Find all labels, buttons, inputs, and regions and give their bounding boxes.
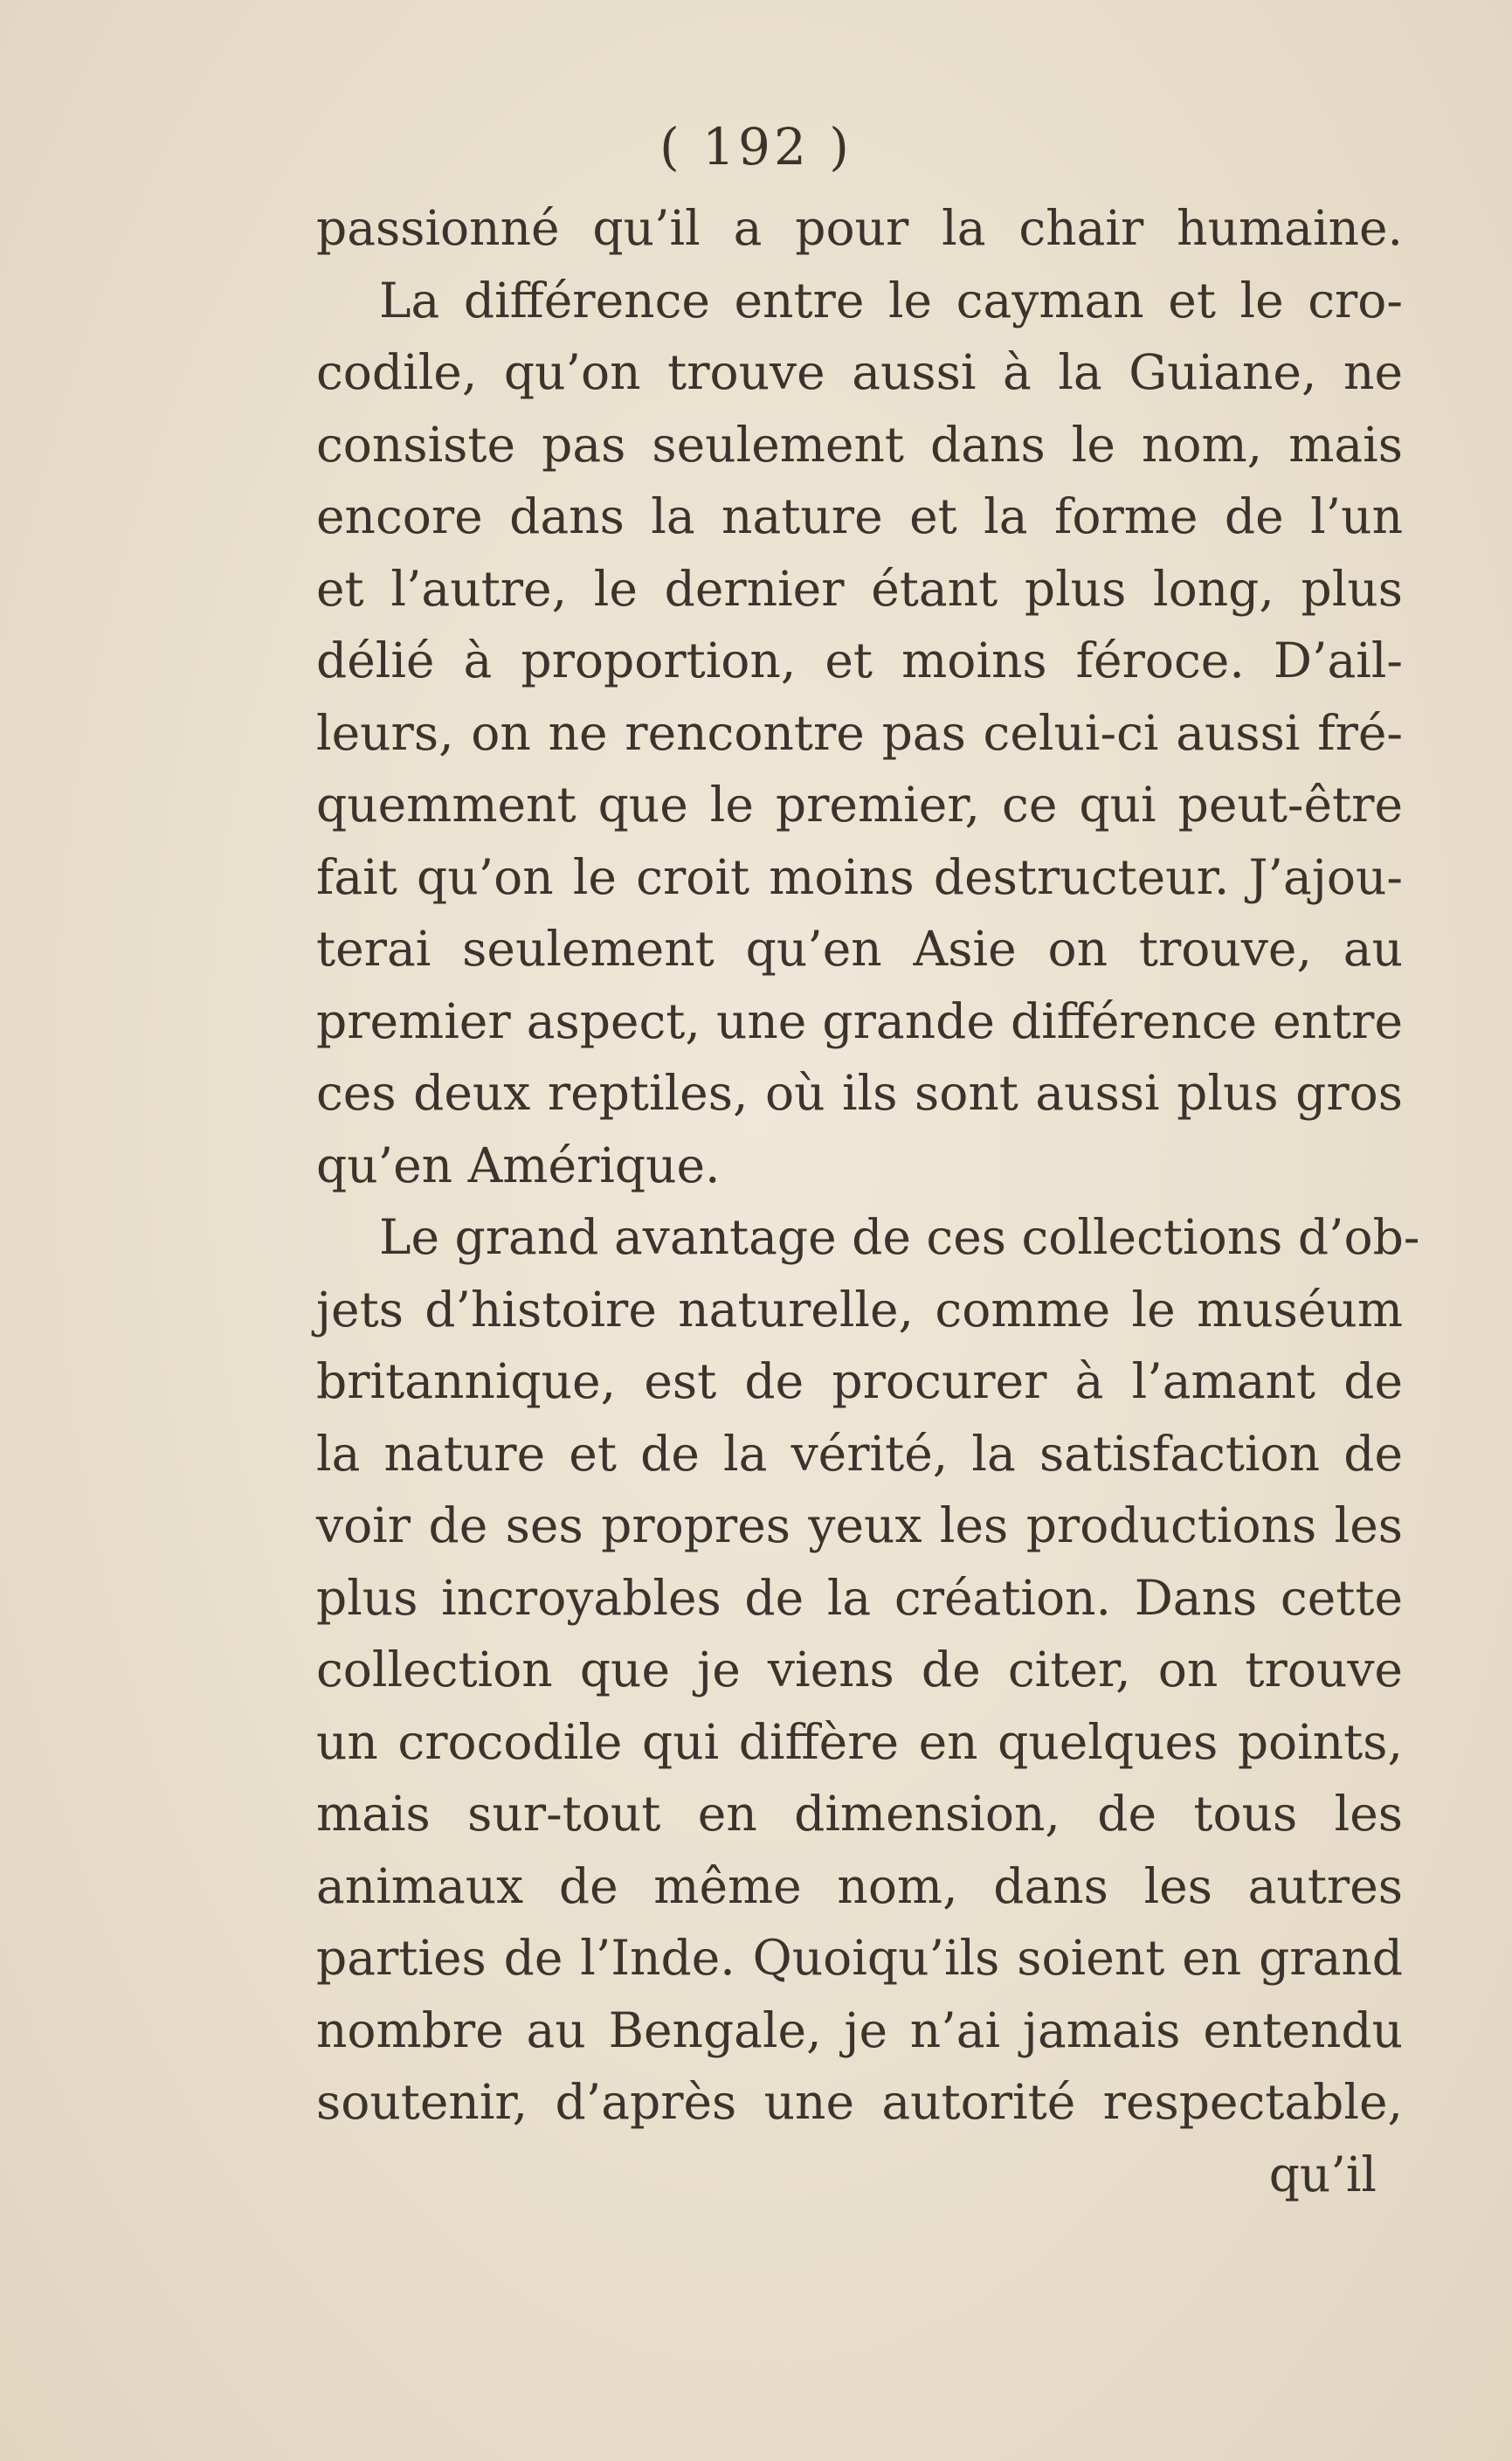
text-line: codile, qu’on trouve aussi à la Guiane, ne bbox=[316, 344, 1403, 400]
catchword: qu’il bbox=[1268, 2146, 1377, 2202]
text-line: délié à proportion, et moins féroce. D’ail- bbox=[316, 633, 1403, 688]
text-line: terai seulement qu’en Asie on trouve, au bbox=[316, 921, 1403, 977]
text-line: parties de l’Inde. Quoiqu’ils soient en grand bbox=[316, 1930, 1403, 1986]
text-line: collection que je viens de citer, on trouve bbox=[316, 1642, 1403, 1697]
text-line: et l’autre, le dernier étant plus long, plus bbox=[316, 560, 1403, 617]
text-line: passionné qu’il a pour la chair humaine. bbox=[316, 200, 1403, 256]
text-line: La différence entre le cayman et le cro- bbox=[379, 272, 1403, 328]
text-line: Le grand avantage de ces collections d’ob- bbox=[379, 1209, 1420, 1265]
text-line: fait qu’on le croit moins destructeur. J’ajou- bbox=[316, 848, 1403, 905]
text-line: qu’en Amérique. bbox=[316, 1137, 721, 1193]
text-line: soutenir, d’après une autorité respectable, bbox=[316, 2074, 1403, 2130]
text-line: ces deux reptiles, où ils sont aussi plus gros bbox=[316, 1065, 1403, 1121]
text-line: un crocodile qui diffère en quelques points, bbox=[316, 1713, 1403, 1770]
text-line: animaux de même nom, dans les autres bbox=[316, 1857, 1403, 1914]
text-line: encore dans la nature et la forme de l’un bbox=[316, 488, 1403, 544]
text-line: premier aspect, une grande différence entre bbox=[316, 992, 1403, 1049]
text-line: quemment que le premier, ce qui peut-être bbox=[316, 777, 1403, 833]
text-line: consiste pas seulement dans le nom, mais bbox=[316, 416, 1403, 473]
text-line: nombre au Bengale, je n’ai jamais entendu bbox=[316, 2001, 1403, 2058]
text-line: leurs, on ne rencontre pas celui-ci aussi fré- bbox=[316, 704, 1403, 761]
body-text bbox=[316, 192, 1420, 2210]
text-line: mais sur-tout en dimension, de tous les bbox=[316, 1786, 1403, 1842]
text-line: la nature et de la vérité, la satisfaction de bbox=[316, 1425, 1403, 1482]
page-number: ( 192 ) bbox=[659, 117, 853, 176]
text-line: plus incroyables de la création. Dans cette bbox=[316, 1569, 1403, 1626]
text-line: britannique, est de procurer à l’amant de bbox=[316, 1353, 1403, 1409]
text-line: jets d’histoire naturelle, comme le muséum bbox=[316, 1281, 1403, 1338]
text-line: voir de ses propres yeux les productions les bbox=[316, 1497, 1403, 1553]
